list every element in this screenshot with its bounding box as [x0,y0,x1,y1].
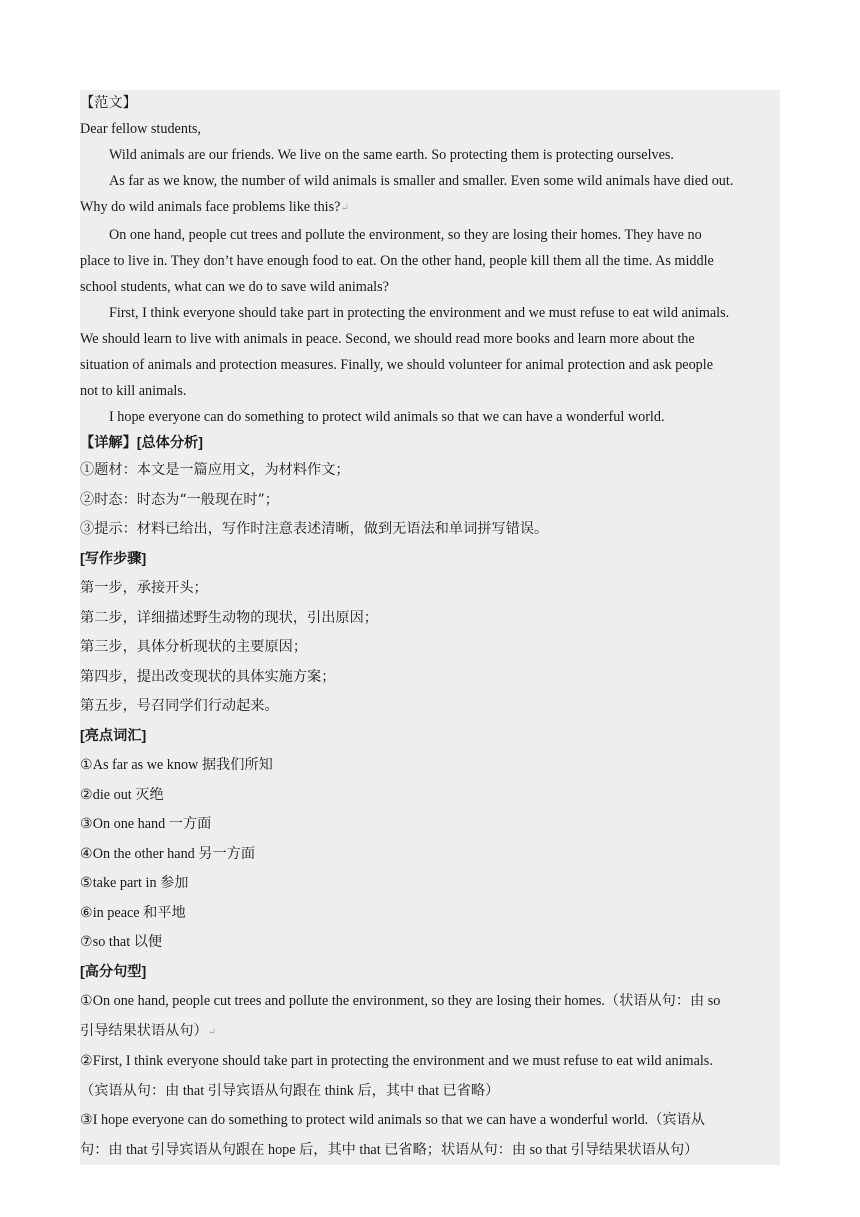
essay-paragraph-3-line-3: school students, what can we do to save wild animals? [80,279,389,295]
sentences-title: [高分句型] [80,963,147,980]
sentence-2-line-2: （宾语从句：由 that 引导宾语从句跟在 think 后，其中 that 已省略） [80,1082,500,1099]
step-item: 第四步，提出改变现状的具体实施方案； [80,668,336,685]
essay-header: 【范文】 [80,95,137,111]
essay-section [80,90,780,1165]
vocab-title: [亮点词汇] [80,727,147,744]
sentence-2-line-1: ②First, I think everyone should take part in protecting the environment and we must refuse to eat wild animals. [80,1053,713,1069]
step-item: 第三步，具体分析现状的主要原因； [80,639,308,655]
sentence-1-line-1: ①On one hand, people cut trees and pollute the environment, so they are losing their homes.（状语从句：由 so [80,993,721,1009]
analysis-label: 【详解】 [80,435,137,451]
sentence-3-line-2: 句：由 that 引导宾语从句跟在 hope 后，其中 that 已省略；状语从句：由 so that 引导结果状语从句） [80,1141,699,1158]
essay-paragraph-2-line-2 [80,194,780,222]
essay-paragraph-2-line-1: As far as we know, the number of wild animals is smaller and smaller. Even some wild animals have died out. [109,173,734,189]
essay-paragraph-1: Wild animals are our friends. We live on the same earth. So protecting them is protecting ourselves. [109,147,674,163]
step-item: 第二步，详细描述野生动物的现状，引出原因； [80,609,378,626]
analysis-item: ②时态：时态为“一般现在时”； [80,491,279,508]
vocab-item: ①As far as we know 据我们所知 [80,757,273,773]
essay-paragraph-4-line-2: We should learn to live with animals in peace. Second, we should read more books and learn more about the [80,331,695,347]
document-body [80,90,780,1165]
essay-paragraph-3-line-1: On one hand, people cut trees and pollute the environment, so they are losing their homes. They have no [109,227,702,243]
essay-paragraph-4-line-4: not to kill animals. [80,383,187,399]
vocab-item: ④On the other hand 另一方面 [80,845,256,862]
analysis-header [80,430,780,456]
analysis-title: [总体分析] [136,435,203,451]
essay-paragraph-4-line-1: First, I think everyone should take part in protecting the environment and we must refuse to eat wild animals. [109,305,730,321]
vocab-item: ②die out 灭绝 [80,786,164,803]
paragraph-mark-icon: ↵ [207,1026,217,1038]
essay-paragraph-2-text: Why do wild animals face problems like this? [80,199,341,215]
vocab-item: ⑦so that 以便 [80,934,163,950]
analysis-item: ①题材：本文是一篇应用文，为材料作文； [80,462,350,478]
vocab-item: ⑤take part in 参加 [80,875,189,891]
vocab-item: ③On one hand 一方面 [80,816,212,832]
sentence-1-text: 引导结果状语从句） [80,1022,208,1039]
essay-salutation: Dear fellow students, [80,121,201,137]
paragraph-mark-icon: ↵ [340,203,349,214]
vocab-item: ⑥in peace 和平地 [80,904,186,921]
step-item: 第一步，承接开头； [80,580,208,596]
essay-paragraph-3-line-2: place to live in. They don’t have enough food to eat. On the other hand, people kill them all the time. As middle [80,253,714,269]
essay-paragraph-4-line-3: situation of animals and protection measures. Finally, we should volunteer for animal protection and ask people [80,357,714,373]
sentence-3-line-1: ③I hope everyone can do something to protect wild animals so that we can have a wonderful world.（宾语从 [80,1112,705,1128]
analysis-item: ③提示：材料已给出，写作时注意表述清晰，做到无语法和单词拼写错误。 [80,521,549,537]
sentence-1-line-2 [80,1017,780,1048]
step-item: 第五步，号召同学们行动起来。 [80,698,279,714]
essay-paragraph-5: I hope everyone can do something to protect wild animals so that we can have a wonderful world. [109,409,665,425]
steps-title: [写作步骤] [80,550,147,567]
